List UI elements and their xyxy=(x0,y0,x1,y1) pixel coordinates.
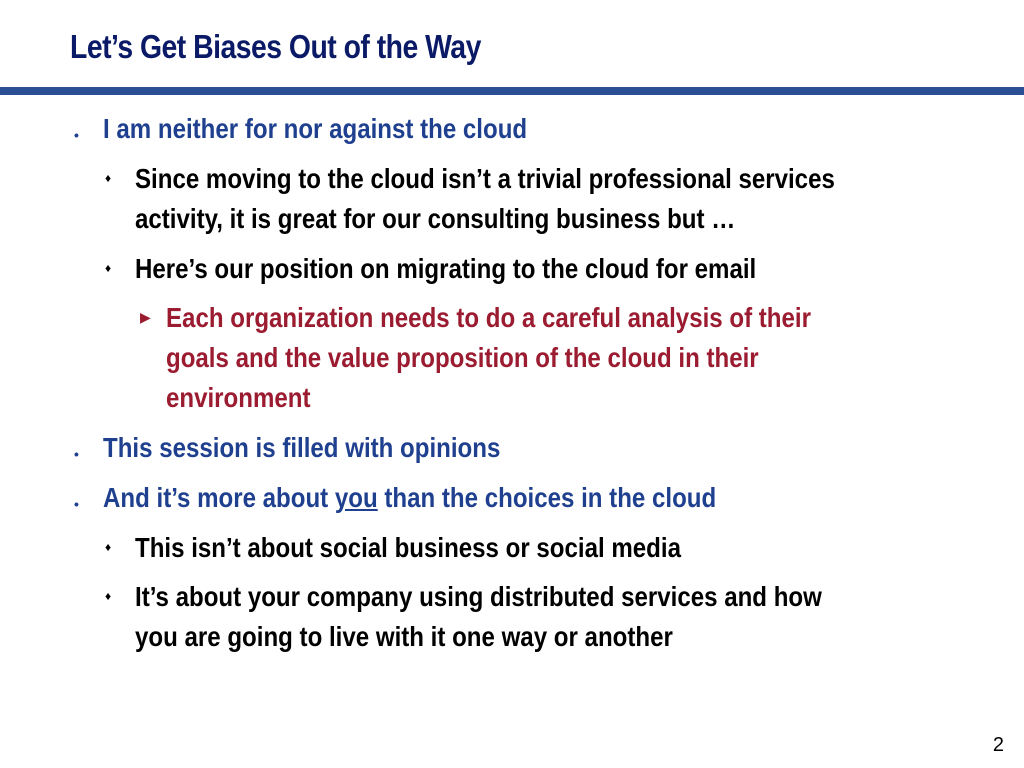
bullet-3-pre: And it’s more about xyxy=(103,482,335,513)
bullet-1-1-line2: activity, it is great for our consulting business but … xyxy=(135,203,736,234)
bullet-dot-icon: • xyxy=(74,496,79,512)
bullet-1-2-text: Here’s our position on migrating to the cloud for email xyxy=(135,253,757,284)
bullet-3-post: than the choices in the cloud xyxy=(377,482,717,513)
bullet-3-emphasis: you xyxy=(334,482,378,513)
bullet-3-2-line1: It’s about your company using distributed services and how xyxy=(135,581,822,612)
bullet-diamond-icon: ♦ xyxy=(105,589,112,603)
slide-title: Let’s Get Biases Out of the Way xyxy=(70,28,481,65)
page-number: 2 xyxy=(992,734,1004,756)
bullet-1-text: I am neither for nor against the cloud xyxy=(103,113,528,144)
bullet-1-2-1-line2: goals and the value proposition of the cloud in their xyxy=(166,342,759,373)
bullet-diamond-icon: ♦ xyxy=(105,261,112,275)
bullet-3-2-line2: you are going to live with it one way or another xyxy=(135,621,673,652)
bullet-diamond-icon: ♦ xyxy=(105,540,112,554)
title-divider xyxy=(0,87,1024,95)
bullet-1-2-1-line3: environment xyxy=(166,382,311,413)
bullet-1-1-line1: Since moving to the cloud isn’t a trivial professional services xyxy=(135,163,835,194)
bullet-dot-icon: • xyxy=(74,127,79,143)
bullet-2-text: This session is filled with opinions xyxy=(103,432,501,463)
bullet-diamond-icon: ♦ xyxy=(105,171,112,185)
bullet-3-1-text: This isn’t about social business or social media xyxy=(135,532,681,563)
bullet-triangle-icon: ▶ xyxy=(140,309,151,325)
bullet-1-2-1-line1: Each organization needs to do a careful analysis of their xyxy=(166,302,811,333)
bullet-3-text xyxy=(103,481,716,515)
bullet-dot-icon: • xyxy=(74,446,79,462)
